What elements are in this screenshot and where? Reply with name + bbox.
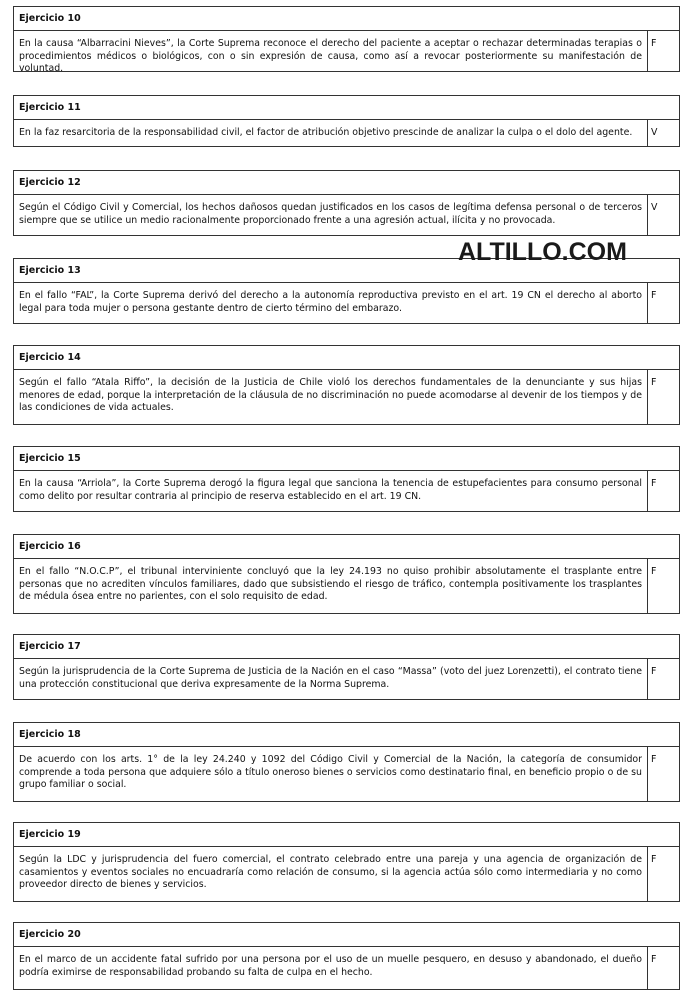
- exercise-answer: F: [651, 566, 657, 577]
- exercise-title: Ejercicio 14: [14, 346, 679, 370]
- exercise-block: [13, 345, 680, 425]
- exercise-statement: Según la LDC y jurisprudencia del fuero comercial, el contrato celebrado entre una pareja y una agencia de organización de casamientos y eventos sociales no encuadraría como relación de consumo, si la agencia actúa sólo como intermediaria y no como proveedor directo de bienes y servicios.: [14, 847, 648, 901]
- exercise-block: [13, 534, 680, 614]
- exercise-block: [13, 170, 680, 236]
- watermark-logo: ALTILLO.COM: [458, 238, 627, 266]
- exercise-statement: Según el fallo “Atala Riffo”, la decisión de la Justicia de Chile violó los derechos fundamentales de la denunciante y sus hijas menores de edad, porque la interpretación de la cláusula de no discriminación no puede acomodarse al devenir de los tiempos y de las condiciones de vida actuales.: [14, 370, 648, 424]
- exercise-answer: F: [651, 377, 657, 388]
- exercise-answer: F: [651, 478, 657, 489]
- exercise-title: Ejercicio 17: [14, 635, 679, 659]
- exercise-block: [13, 258, 680, 324]
- exercise-title: Ejercicio 20: [14, 923, 679, 947]
- exercise-statement: En la causa “Albarracini Nieves”, la Corte Suprema reconoce el derecho del paciente a aceptar o rechazar determinadas terapias o procedimientos médicos o biológicos, con o sin expresión de causa, como así a revocar posteriormente su manifestación de voluntad.: [14, 31, 648, 71]
- exercise-title: Ejercicio 11: [14, 96, 679, 120]
- exercise-title: Ejercicio 12: [14, 171, 679, 195]
- exercise-statement: En la faz resarcitoria de la responsabilidad civil, el factor de atribución objetivo prescinde de analizar la culpa o el dolo del agente.: [14, 120, 648, 146]
- exercise-block: [13, 922, 680, 990]
- exercise-statement: En el fallo “N.O.C.P”, el tribunal interviniente concluyó que la ley 24.193 no quiso prohibir absolutamente el trasplante entre personas que no acrediten vínculos familiares, dado que subsistiendo el riesgo de tráfico, contempla positivamente los trasplantes de médula ósea entre no parientes, con el solo requisito de edad.: [14, 559, 648, 613]
- exercise-block: [13, 822, 680, 902]
- exercise-answer: V: [651, 202, 658, 213]
- exercise-statement: En la causa “Arriola”, la Corte Suprema derogó la figura legal que sanciona la tenencia de estupefacientes para consumo personal como delito por resultar contraria al principio de reserva establecido en el art. 19 CN.: [14, 471, 648, 511]
- exercise-title: Ejercicio 18: [14, 723, 679, 747]
- exercise-block: [13, 6, 680, 72]
- exercise-block: [13, 95, 680, 147]
- exercise-title: Ejercicio 16: [14, 535, 679, 559]
- exercise-answer: F: [651, 38, 657, 49]
- exercise-statement: Según el Código Civil y Comercial, los hechos dañosos quedan justificados en los casos de legítima defensa personal o de terceros siempre que se utilice un medio racionalmente proporcionado frente a una agresión actual, ilícita y no provocada.: [14, 195, 648, 235]
- exercise-answer: F: [651, 954, 657, 965]
- exercise-answer: V: [651, 127, 658, 138]
- exercise-block: [13, 722, 680, 802]
- exercise-statement: Según la jurisprudencia de la Corte Suprema de Justicia de la Nación en el caso “Massa” (voto del juez Lorenzetti), el contrato tiene una protección constitucional que deriva expresamente de la Norma Suprema.: [14, 659, 648, 699]
- exercise-answer: F: [651, 666, 657, 677]
- exercise-statement: En el marco de un accidente fatal sufrido por una persona por el uso de un muelle pesquero, en desuso y abandonado, el dueño podría eximirse de responsabilidad probando su falta de culpa en el hecho.: [14, 947, 648, 989]
- exercise-answer: F: [651, 754, 657, 765]
- exercise-title: Ejercicio 13: [14, 259, 679, 283]
- exercise-statement: De acuerdo con los arts. 1° de la ley 24.240 y 1092 del Código Civil y Comercial de la Nación, la categoría de consumidor comprende a toda persona que adquiere sólo a título oneroso bienes o servicios como destinatario final, en beneficio propio o de su grupo familiar o social.: [14, 747, 648, 801]
- exercise-title: Ejercicio 19: [14, 823, 679, 847]
- exercise-answer: F: [651, 854, 657, 865]
- exercise-answer: F: [651, 290, 657, 301]
- exercise-statement: En el fallo “FAL”, la Corte Suprema derivó del derecho a la autonomía reproductiva previsto en el art. 19 CN el derecho al aborto legal para toda mujer o persona gestante dentro de cierto término del embarazo.: [14, 283, 648, 323]
- exercise-block: [13, 446, 680, 512]
- exercise-block: [13, 634, 680, 700]
- exercise-title: Ejercicio 10: [14, 7, 679, 31]
- exercise-title: Ejercicio 15: [14, 447, 679, 471]
